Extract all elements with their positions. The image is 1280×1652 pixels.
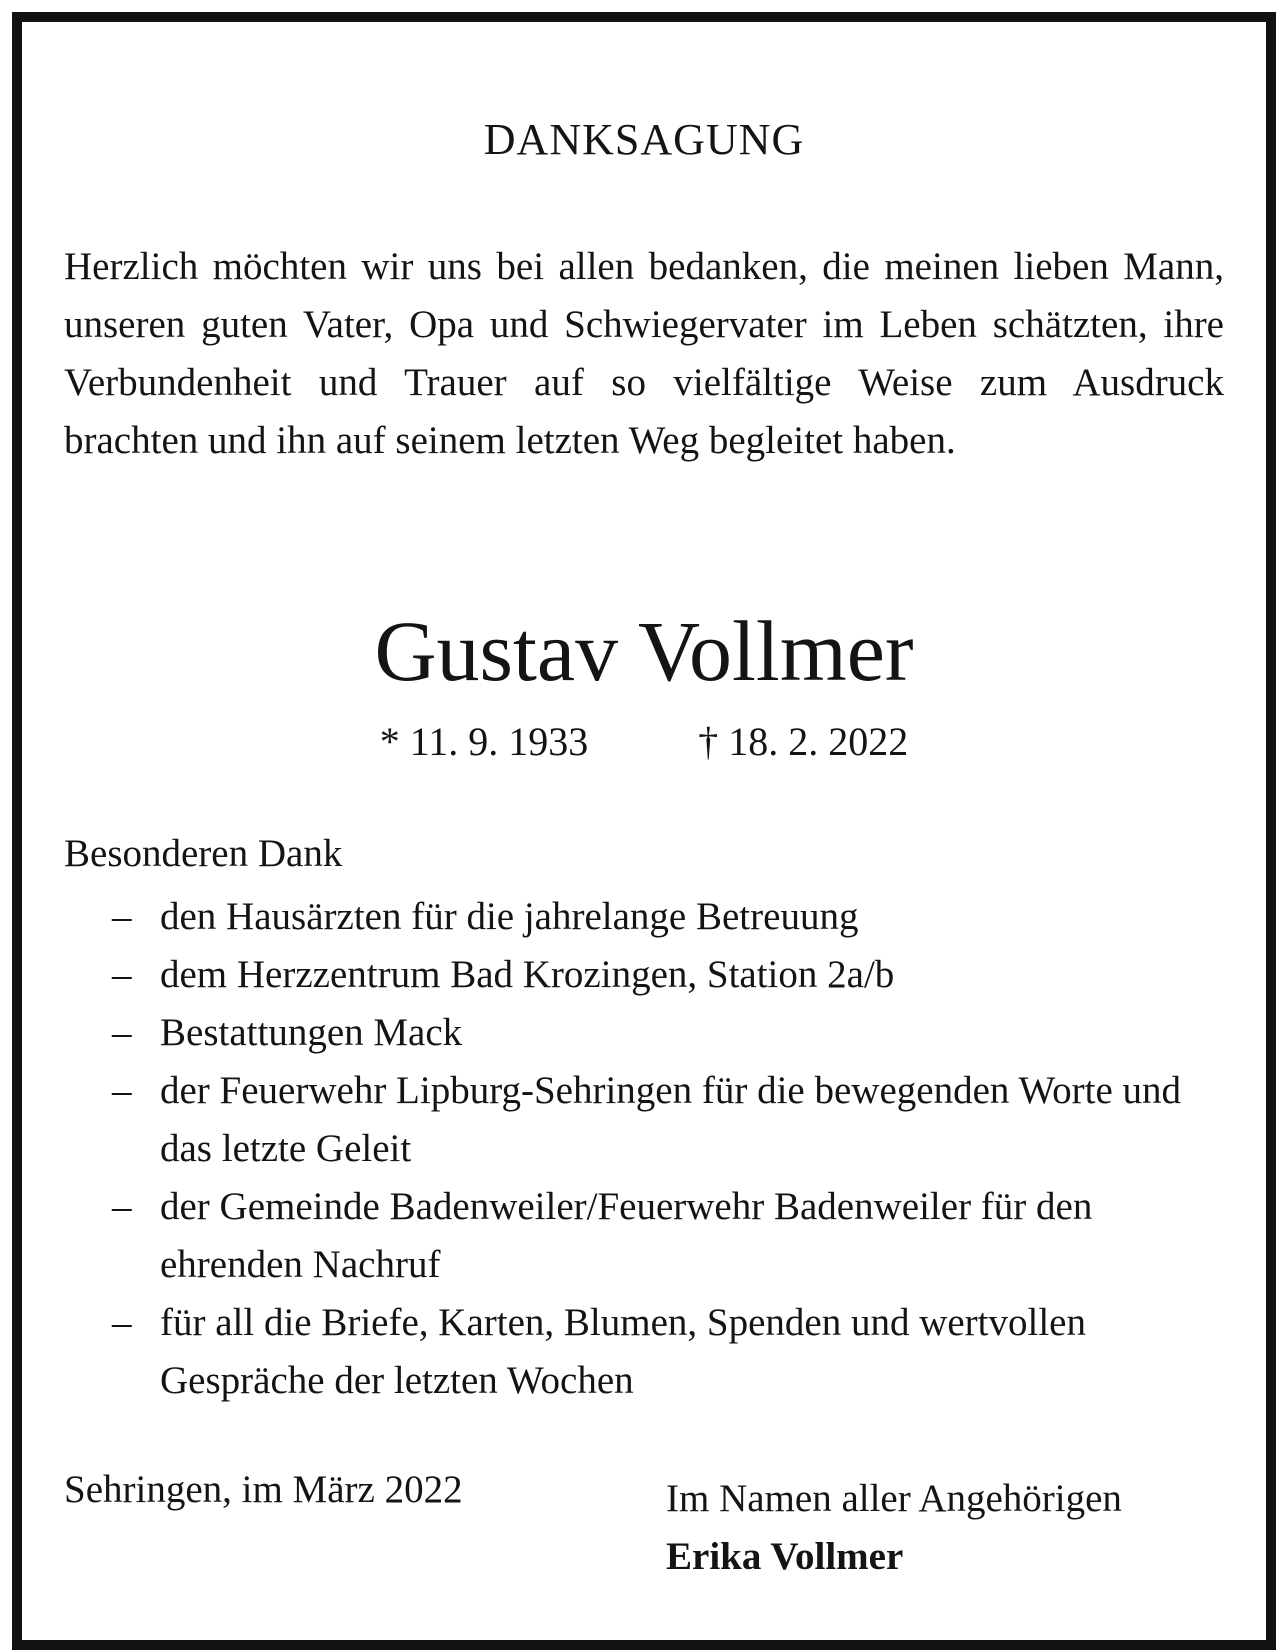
thanks-item — [64, 1178, 1224, 1294]
thanks-item-text: der Feuerwehr Lipburg-Sehringen für die bewegenden Worte und das letzte Geleit — [160, 1069, 1182, 1170]
thanks-item — [64, 1062, 1224, 1178]
dash-bullet: – — [112, 895, 132, 938]
deceased-name: Gustav Vollmer — [374, 603, 914, 699]
thanks-item — [64, 888, 1224, 946]
place-and-date: Sehringen, im März 2022 — [64, 1468, 463, 1511]
life-dates — [64, 719, 1224, 764]
notice-content — [64, 22, 1224, 1640]
dash-bullet: – — [112, 1185, 132, 1228]
thanks-item-text: dem Herzzentrum Bad Krozingen, Station 2a/b — [160, 953, 895, 996]
notice-frame — [12, 12, 1276, 1650]
dash-bullet: – — [112, 1011, 132, 1054]
thanks-item — [64, 1294, 1224, 1410]
thanks-item-text: für all die Briefe, Karten, Blumen, Spenden und wertvollen Gespräche der letzten Wochen — [160, 1301, 1086, 1402]
thanks-list — [64, 888, 1224, 1410]
dash-bullet: – — [112, 1069, 132, 1112]
notice-heading: DANKSAGUNG — [483, 115, 805, 164]
special-thanks-title: Besonderen Dank — [64, 832, 343, 875]
death-date: † 18. 2. 2022 — [698, 719, 909, 764]
thanks-item-text: Bestattungen Mack — [160, 1011, 463, 1054]
signer-name: Erika Vollmer — [666, 1535, 904, 1578]
thanks-item-text: den Hausärzten für die jahrelange Betreuung — [160, 895, 859, 938]
thanks-item — [64, 1004, 1224, 1062]
birth-date: * 11. 9. 1933 — [379, 719, 589, 764]
signature-block — [666, 1470, 1122, 1586]
dash-bullet: – — [112, 1301, 132, 1344]
intro-paragraph: Herzlich möchten wir uns bei allen bedanken, die meinen lieben Mann, unseren guten Vater, Opa und Schwiegervater im Leben schätzten, ihre Verbundenheit und Trauer auf so vielfältige Weise zum Ausdruck brachten und ihn auf seinem letzten Weg begleitet haben. — [64, 245, 1224, 462]
thanks-item — [64, 946, 1224, 1004]
on-behalf-line: Im Namen aller Angehörigen — [666, 1477, 1122, 1520]
thanks-item-text: der Gemeinde Badenweiler/Feuerwehr Badenweiler für den ehrenden Nachruf — [160, 1185, 1093, 1286]
dash-bullet: – — [112, 953, 132, 996]
